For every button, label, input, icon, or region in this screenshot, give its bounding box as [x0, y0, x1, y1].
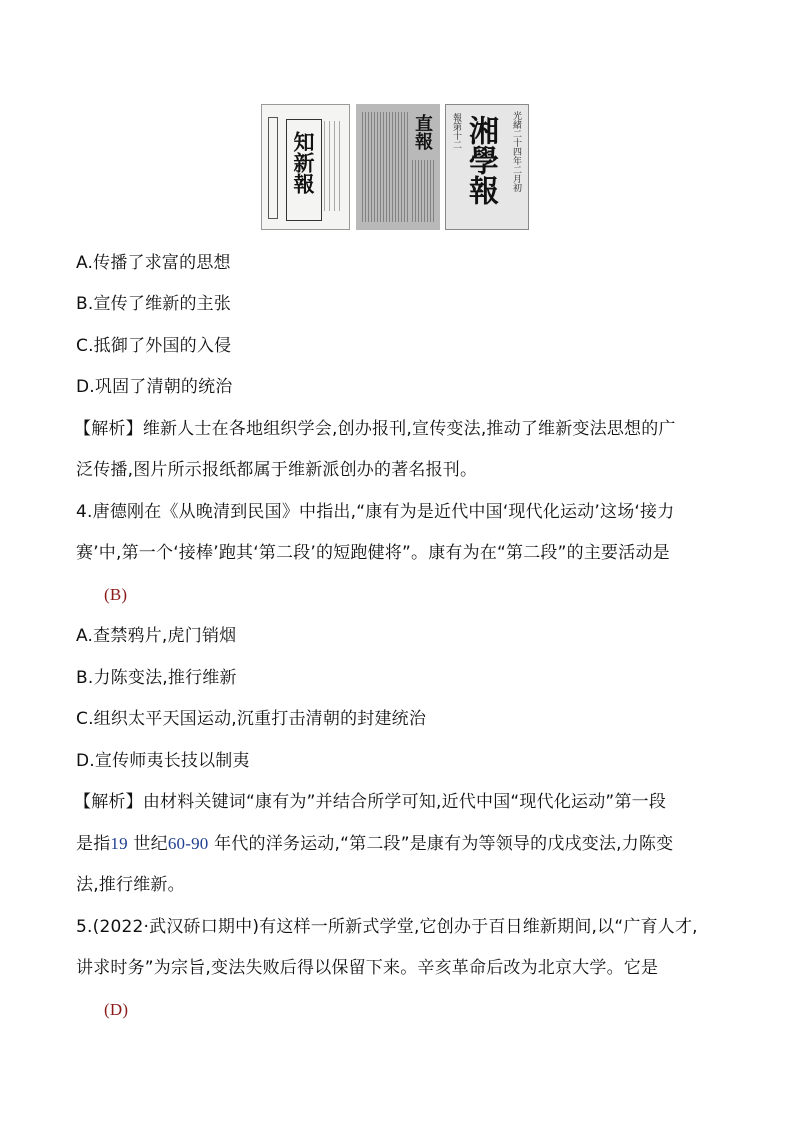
q5-answer: (D) — [104, 1000, 129, 1019]
analysis-tag: 【解析】 — [74, 419, 143, 439]
q5-stem-line1: 5.(2022·武汉硚口期中)有这样一所新式学堂,它创办于百日维新期间,以“广育人才, — [76, 917, 698, 937]
q5-stem-line2: 讲求时务”为宗旨,变法失败后得以保留下来。辛亥革命后改为北京大学。它是 — [76, 958, 659, 978]
q3-option-a: A.传播了求富的思想 — [76, 253, 231, 273]
q4-option-d: D.宣传师夷长技以制夷 — [76, 751, 250, 771]
zhibao-image — [356, 104, 440, 230]
zhixinbao-title: 知新報 — [291, 131, 316, 194]
q3-analysis-line2: 泛传播,图片所示报纸都属于维新派创办的著名报刊。 — [76, 460, 478, 480]
q4-stem-line2: 赛’中,第一个‘接棒’跑其‘第二段’的短跑健将”。康有为在“第二段”的主要活动是 — [76, 543, 670, 563]
q4-option-c: C.组织太平天国运动,沉重打击清朝的封建统治 — [76, 709, 427, 729]
q4-analysis-line1: 【解析】由材料关键词“康有为”并结合所学可知,近代中国“现代化运动”第一段 — [74, 792, 667, 812]
q4-option-b: B.力陈变法,推行维新 — [76, 668, 237, 688]
zhibao-title: 直報 — [412, 114, 433, 150]
q3-option-b: B.宣传了维新的主张 — [76, 294, 232, 314]
xiangxuebao-image — [445, 104, 529, 230]
q4-answer: (B) — [104, 585, 128, 604]
q4-stem-line1: 4.唐德刚在《从晚清到民国》中指出,“康有为是近代中国‘现代化运动’这场‘接力 — [76, 502, 675, 522]
xiangxuebao-title: 湘學報 — [463, 115, 498, 205]
q3-analysis-line1: 【解析】维新人士在各地组织学会,创办报刊,宣传变法,推动了维新变法思想的广 — [74, 419, 676, 439]
analysis-tag: 【解析】 — [74, 792, 143, 812]
q3-option-d: D.巩固了清朝的统治 — [76, 377, 233, 397]
q4-analysis-line3: 法,推行维新。 — [76, 875, 185, 895]
newspaper-figure — [261, 104, 529, 230]
xiangxuebao-date: 光緒二十四年二月初 — [511, 111, 521, 192]
q3-option-c: C.抵御了外国的入侵 — [76, 336, 232, 356]
q4-option-a: A.查禁鸦片,虎门销烟 — [76, 626, 237, 646]
zhixinbao-image — [261, 104, 350, 230]
xiangxuebao-issue: 報第十二 — [451, 113, 461, 149]
q4-analysis-line2: 是指19 世纪60-90 年代的洋务运动,“第二段”是康有为等领导的戊戌变法,力陈变 — [76, 834, 674, 854]
